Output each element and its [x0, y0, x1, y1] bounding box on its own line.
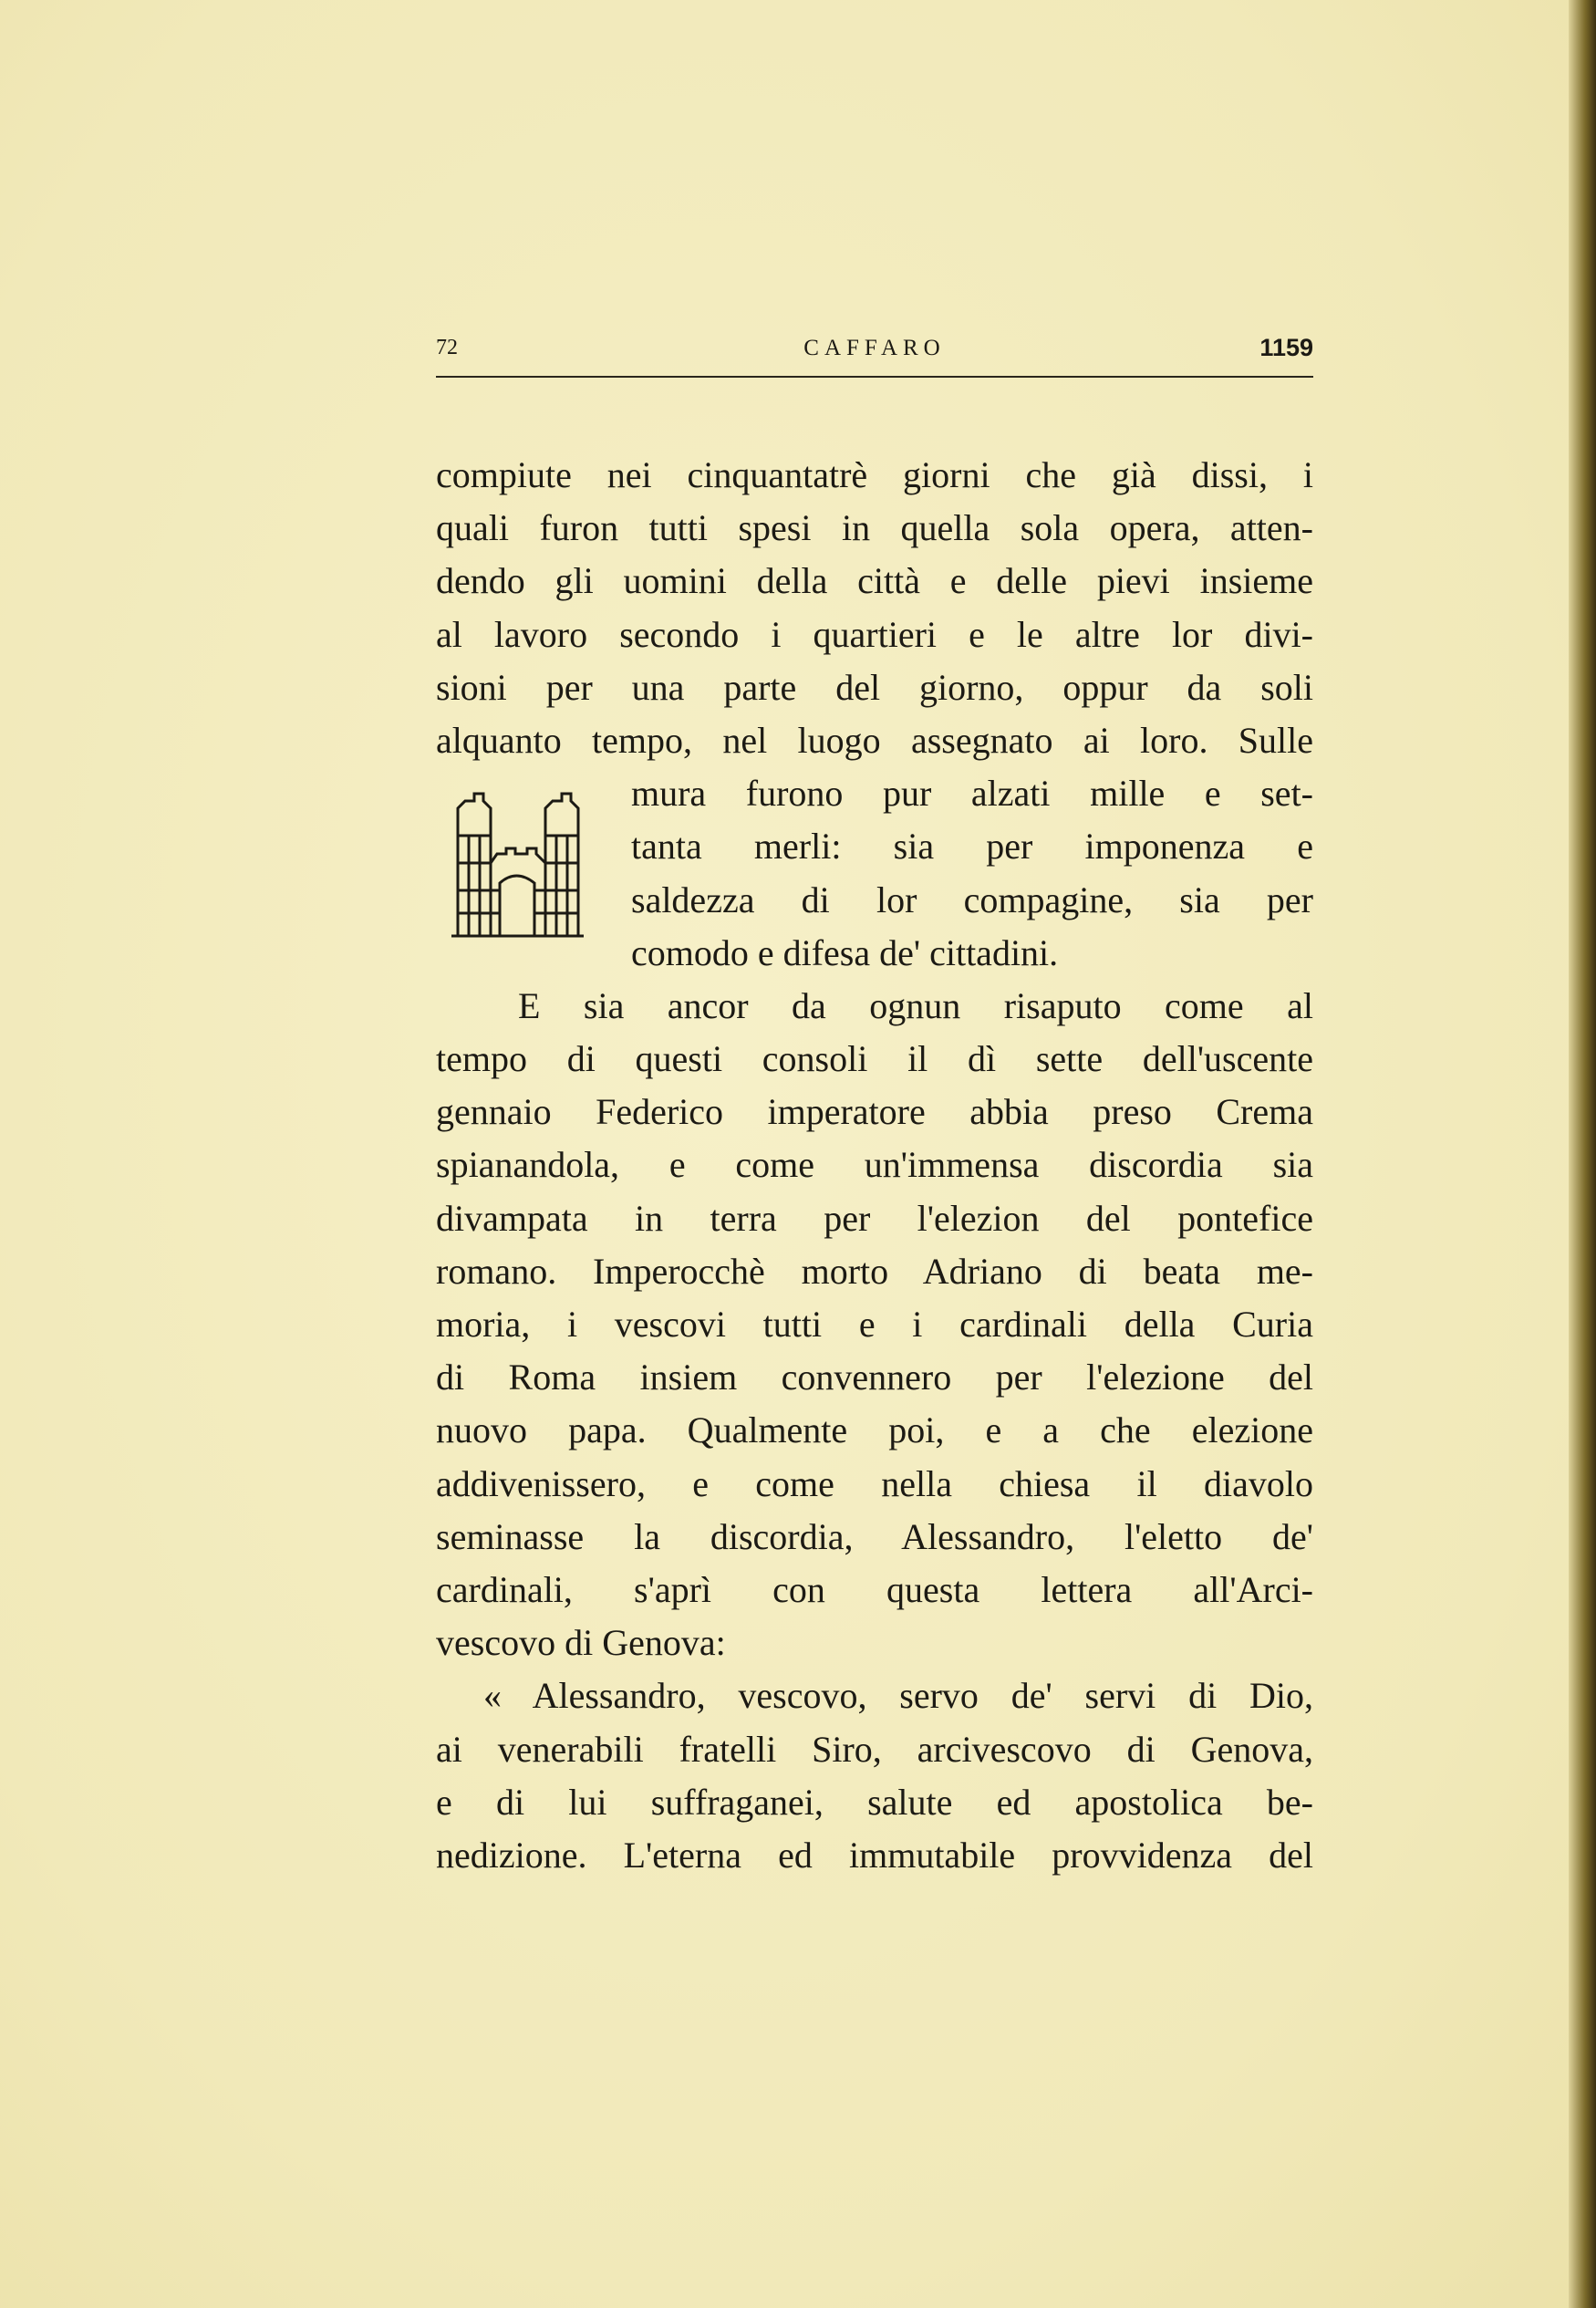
text-line: ai venerabili fratelli Siro, arcivescovo di Genova, — [436, 1728, 1313, 1770]
text-line: quali furon tutti spesi in quella sola opera, atten- — [436, 507, 1313, 549]
text-line: al lavoro secondo i quartieri e le altre lor divi- — [436, 613, 1313, 655]
text-line: saldezza di lor compagine, sia per — [631, 878, 1313, 920]
text-line: gennaio Federico imperatore abbia preso Crema — [436, 1091, 1313, 1133]
text-line: compiute nei cinquantatrè giorni che già dissi, i — [436, 454, 1313, 495]
text-line: mura furono pur alzati mille e set- — [631, 773, 1313, 815]
text-line: e di lui suffraganei, salute ed apostolica be- — [436, 1781, 1313, 1823]
running-header — [436, 336, 1313, 372]
text-line: comodo e difesa de' cittadini. — [631, 931, 1059, 973]
text-line: seminasse la discordia, Alessandro, l'eletto de' — [436, 1515, 1313, 1557]
header-rule — [436, 376, 1313, 378]
text-line: moria, i vescovi tutti e i cardinali della Curia — [436, 1304, 1313, 1345]
text-line: cardinali, s'aprì con questa lettera all'Arci- — [436, 1568, 1313, 1610]
text-line: nuovo papa. Qualmente poi, e a che elezione — [436, 1409, 1313, 1451]
page-edge-shadow — [1569, 0, 1596, 2308]
text-line: dendo gli uomini della città e delle pievi insieme — [436, 560, 1313, 602]
year-label: 1159 — [1259, 334, 1313, 361]
text-line: spianandola, e come un'immensa discordia sia — [436, 1144, 1313, 1186]
text-line: sioni per una parte del giorno, oppur da soli — [436, 666, 1313, 708]
text-line: E sia ancor da ognun risaputo come al — [518, 984, 1313, 1026]
text-line: alquanto tempo, nel luogo assegnato ai loro. Sulle — [436, 719, 1313, 761]
text-line: « Alessandro, vescovo, servo de' servi di Dio, — [483, 1675, 1313, 1717]
text-line: tanta merli: sia per imponenza e — [631, 826, 1313, 868]
body-text — [436, 449, 1313, 1882]
text-line: di Roma insiem convennero per l'elezione del — [436, 1357, 1313, 1398]
text-line: addivenissero, e come nella chiesa il diavolo — [436, 1462, 1313, 1504]
page-number: 72 — [436, 336, 458, 359]
text-line: tempo di questi consoli il dì sette dell'uscente — [436, 1038, 1313, 1080]
text-line: nedizione. L'eterna ed immutabile provvidenza del — [436, 1834, 1313, 1876]
running-title: CAFFARO — [803, 336, 946, 360]
text-line: romano. Imperocchè morto Adriano di beata me- — [436, 1250, 1313, 1292]
text-line: divampata in terra per l'elezion del pontefice — [436, 1197, 1313, 1239]
text-line: vescovo di Genova: — [436, 1622, 726, 1664]
